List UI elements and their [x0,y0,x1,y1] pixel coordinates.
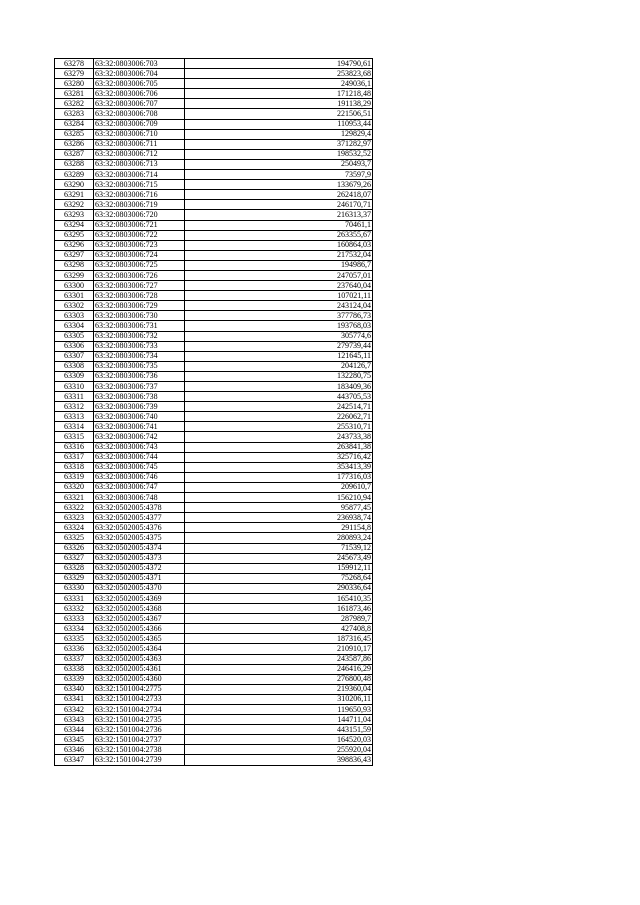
table-row [55,119,373,129]
row-number-cell: 63304 [55,321,94,331]
value-cell: 204126,7 [185,361,373,371]
table-row [55,281,373,291]
row-number-cell: 63312 [55,402,94,412]
value-cell: 132280,75 [185,371,373,381]
table-row [55,705,373,715]
row-number-cell: 63347 [55,755,94,765]
value-cell: 377786,73 [185,311,373,321]
value-cell: 280893,24 [185,533,373,543]
value-cell: 250493,7 [185,159,373,169]
row-number-cell: 63305 [55,331,94,341]
cadastral-number-cell: 63:32:0502005:4368 [94,604,185,614]
value-cell: 443151,59 [185,725,373,735]
row-number-cell: 63316 [55,442,94,452]
value-cell: 165410,35 [185,593,373,603]
table-row [55,220,373,230]
value-cell: 305774,6 [185,331,373,341]
value-cell: 194986,7 [185,260,373,270]
value-cell: 194790,61 [185,59,373,69]
value-cell: 121645,11 [185,351,373,361]
row-number-cell: 63280 [55,79,94,89]
row-number-cell: 63285 [55,129,94,139]
row-number-cell: 63291 [55,190,94,200]
table-row [55,493,373,503]
table-row [55,462,373,472]
cadastral-number-cell: 63:32:0502005:4372 [94,563,185,573]
table-row [55,422,373,432]
cadastral-number-cell: 63:32:0803006:711 [94,139,185,149]
table-row [55,674,373,684]
table-row [55,583,373,593]
value-cell: 398836,43 [185,755,373,765]
cadastral-number-cell: 63:32:0803006:731 [94,321,185,331]
cadastral-number-cell: 63:32:0502005:4370 [94,583,185,593]
row-number-cell: 63302 [55,301,94,311]
value-cell: 144711,04 [185,715,373,725]
cadastral-number-cell: 63:32:0803006:712 [94,149,185,159]
cadastral-number-cell: 63:32:0502005:4375 [94,533,185,543]
table-row [55,270,373,280]
cadastral-number-cell: 63:32:0803006:719 [94,200,185,210]
value-cell: 193768,03 [185,321,373,331]
cadastral-number-cell: 63:32:0803006:726 [94,270,185,280]
table-row [55,129,373,139]
cadastral-number-cell: 63:32:0502005:4374 [94,543,185,553]
table-row [55,392,373,402]
row-number-cell: 63301 [55,291,94,301]
cadastral-number-cell: 63:32:0803006:705 [94,79,185,89]
row-number-cell: 63279 [55,69,94,79]
value-cell: 263841,38 [185,442,373,452]
row-number-cell: 63283 [55,109,94,119]
table-row [55,624,373,634]
value-cell: 253823,68 [185,69,373,79]
value-cell: 71539,12 [185,543,373,553]
value-cell: 255310,71 [185,422,373,432]
cadastral-number-cell: 63:32:0803006:720 [94,210,185,220]
value-cell: 243733,38 [185,432,373,442]
table-row [55,412,373,422]
table-row [55,503,373,513]
cadastral-number-cell: 63:32:0803006:736 [94,371,185,381]
table-row [55,351,373,361]
value-cell: 216313,37 [185,210,373,220]
cadastral-number-cell: 63:32:0502005:4373 [94,553,185,563]
value-cell: 247057,01 [185,270,373,280]
value-cell: 291154,8 [185,523,373,533]
cadastral-number-cell: 63:32:0803006:741 [94,422,185,432]
row-number-cell: 63297 [55,250,94,260]
row-number-cell: 63322 [55,503,94,513]
table-row [55,89,373,99]
table-row [55,563,373,573]
row-number-cell: 63331 [55,593,94,603]
row-number-cell: 63281 [55,89,94,99]
value-cell: 221506,51 [185,109,373,119]
row-number-cell: 63344 [55,725,94,735]
cadastral-number-cell: 63:32:0803006:721 [94,220,185,230]
cadastral-number-cell: 63:32:0502005:4363 [94,654,185,664]
table-row [55,533,373,543]
value-cell: 246170,71 [185,200,373,210]
value-cell: 129829,4 [185,129,373,139]
row-number-cell: 63333 [55,614,94,624]
row-number-cell: 63320 [55,482,94,492]
cadastral-number-cell: 63:32:0502005:4365 [94,634,185,644]
row-number-cell: 63325 [55,533,94,543]
row-number-cell: 63334 [55,624,94,634]
row-number-cell: 63337 [55,654,94,664]
cadastral-number-cell: 63:32:0803006:730 [94,311,185,321]
row-number-cell: 63296 [55,240,94,250]
value-cell: 255920,04 [185,745,373,755]
value-cell: 236938,74 [185,513,373,523]
value-cell: 159912,11 [185,563,373,573]
table-row [55,371,373,381]
cadastral-number-cell: 63:32:1501004:2738 [94,745,185,755]
value-cell: 263355,67 [185,230,373,240]
row-number-cell: 63332 [55,604,94,614]
cadastral-number-cell: 63:32:0803006:748 [94,493,185,503]
table-row [55,745,373,755]
row-number-cell: 63321 [55,493,94,503]
row-number-cell: 63288 [55,159,94,169]
value-cell: 210910,17 [185,644,373,654]
table-row [55,230,373,240]
value-cell: 287989,7 [185,614,373,624]
row-number-cell: 63330 [55,583,94,593]
row-number-cell: 63299 [55,270,94,280]
cadastral-number-cell: 63:32:0502005:4376 [94,523,185,533]
row-number-cell: 63341 [55,694,94,704]
row-number-cell: 63293 [55,210,94,220]
cadastral-number-cell: 63:32:0803006:729 [94,301,185,311]
value-cell: 198532,52 [185,149,373,159]
table-row [55,200,373,210]
table-row [55,614,373,624]
row-number-cell: 63335 [55,634,94,644]
table-row [55,593,373,603]
table-row [55,240,373,250]
cadastral-number-cell: 63:32:0803006:728 [94,291,185,301]
row-number-cell: 63295 [55,230,94,240]
table-row [55,644,373,654]
table-row [55,654,373,664]
table-row [55,382,373,392]
value-cell: 353413,39 [185,462,373,472]
value-cell: 73597,9 [185,170,373,180]
value-cell: 171218,48 [185,89,373,99]
value-cell: 95877,45 [185,503,373,513]
cadastral-number-cell: 63:32:0502005:4360 [94,674,185,684]
cadastral-number-cell: 63:32:0803006:733 [94,341,185,351]
value-cell: 290336,64 [185,583,373,593]
row-number-cell: 63323 [55,513,94,523]
value-cell: 262418,07 [185,190,373,200]
table-row [55,170,373,180]
row-number-cell: 63327 [55,553,94,563]
value-cell: 245673,49 [185,553,373,563]
row-number-cell: 63340 [55,684,94,694]
value-cell: 325716,42 [185,452,373,462]
row-number-cell: 63287 [55,149,94,159]
table-row [55,482,373,492]
row-number-cell: 63303 [55,311,94,321]
value-cell: 160864,03 [185,240,373,250]
value-cell: 133679,26 [185,180,373,190]
row-number-cell: 63343 [55,715,94,725]
table-row [55,523,373,533]
cadastral-number-cell: 63:32:1501004:2737 [94,735,185,745]
table-row [55,139,373,149]
value-cell: 191138,29 [185,99,373,109]
cadastral-number-cell: 63:32:0502005:4377 [94,513,185,523]
value-cell: 279739,44 [185,341,373,351]
cadastral-number-cell: 63:32:0803006:746 [94,472,185,482]
table-row [55,180,373,190]
cadastral-number-cell: 63:32:1501004:2735 [94,715,185,725]
cadastral-number-cell: 63:32:0803006:745 [94,462,185,472]
row-number-cell: 63307 [55,351,94,361]
value-cell: 161873,46 [185,604,373,614]
cadastral-number-cell: 63:32:0502005:4369 [94,593,185,603]
value-cell: 164520,03 [185,735,373,745]
row-number-cell: 63298 [55,260,94,270]
row-number-cell: 63311 [55,392,94,402]
table-row [55,301,373,311]
value-cell: 107021,11 [185,291,373,301]
table-row [55,755,373,765]
table-row [55,684,373,694]
cadastral-number-cell: 63:32:0803006:742 [94,432,185,442]
value-cell: 226062,71 [185,412,373,422]
row-number-cell: 63309 [55,371,94,381]
cadastral-number-cell: 63:32:1501004:2739 [94,755,185,765]
table-row [55,250,373,260]
row-number-cell: 63339 [55,674,94,684]
cadastral-number-cell: 63:32:0803006:732 [94,331,185,341]
row-number-cell: 63290 [55,180,94,190]
cadastral-number-cell: 63:32:0803006:747 [94,482,185,492]
row-number-cell: 63292 [55,200,94,210]
value-cell: 156210,94 [185,493,373,503]
cadastral-number-cell: 63:32:0803006:722 [94,230,185,240]
row-number-cell: 63317 [55,452,94,462]
value-cell: 243124,04 [185,301,373,311]
row-number-cell: 63328 [55,563,94,573]
cadastral-number-cell: 63:32:0803006:723 [94,240,185,250]
cadastral-number-cell: 63:32:1501004:2734 [94,705,185,715]
cadastral-number-cell: 63:32:0803006:715 [94,180,185,190]
table-row [55,432,373,442]
table-row [55,69,373,79]
table-row [55,725,373,735]
cadastral-number-cell: 63:32:0502005:4371 [94,573,185,583]
cadastral-number-cell: 63:32:0803006:704 [94,69,185,79]
row-number-cell: 63326 [55,543,94,553]
table-row [55,664,373,674]
row-number-cell: 63282 [55,99,94,109]
value-cell: 427408,8 [185,624,373,634]
cadastral-number-cell: 63:32:0803006:707 [94,99,185,109]
cadastral-number-cell: 63:32:0803006:708 [94,109,185,119]
row-number-cell: 63289 [55,170,94,180]
cadastral-number-cell: 63:32:0803006:739 [94,402,185,412]
value-cell: 187316,45 [185,634,373,644]
cadastral-number-cell: 63:32:0803006:725 [94,260,185,270]
row-number-cell: 63324 [55,523,94,533]
cadastral-number-cell: 63:32:0502005:4361 [94,664,185,674]
table-row [55,472,373,482]
table-row [55,260,373,270]
cadastral-number-cell: 63:32:0803006:740 [94,412,185,422]
cadastral-number-cell: 63:32:0803006:703 [94,59,185,69]
cadastral-number-cell: 63:32:0803006:709 [94,119,185,129]
cadastral-number-cell: 63:32:0803006:738 [94,392,185,402]
value-cell: 371282,97 [185,139,373,149]
table-row [55,715,373,725]
row-number-cell: 63306 [55,341,94,351]
table-row [55,59,373,69]
cadastral-number-cell: 63:32:0502005:4366 [94,624,185,634]
row-number-cell: 63342 [55,705,94,715]
value-cell: 443705,53 [185,392,373,402]
table-row [55,634,373,644]
value-cell: 237640,04 [185,281,373,291]
value-cell: 249036,1 [185,79,373,89]
cadastral-number-cell: 63:32:0803006:716 [94,190,185,200]
value-cell: 310206,11 [185,694,373,704]
value-cell: 119650,93 [185,705,373,715]
value-cell: 70461,1 [185,220,373,230]
row-number-cell: 63329 [55,573,94,583]
table-row [55,543,373,553]
table-row [55,442,373,452]
row-number-cell: 63284 [55,119,94,129]
table-row [55,210,373,220]
cadastral-number-cell: 63:32:1501004:2733 [94,694,185,704]
table-row [55,331,373,341]
value-cell: 242514,71 [185,402,373,412]
row-number-cell: 63294 [55,220,94,230]
table-row [55,513,373,523]
cadastral-number-cell: 63:32:0803006:743 [94,442,185,452]
value-cell: 219360,04 [185,684,373,694]
table-row [55,291,373,301]
cadastral-number-cell: 63:32:0803006:744 [94,452,185,462]
row-number-cell: 63338 [55,664,94,674]
table-row [55,190,373,200]
cadastral-number-cell: 63:32:0803006:713 [94,159,185,169]
table-row [55,361,373,371]
value-cell: 75268,64 [185,573,373,583]
value-cell: 110953,44 [185,119,373,129]
cadastral-number-cell: 63:32:0803006:714 [94,170,185,180]
value-cell: 183409,36 [185,382,373,392]
cadastral-number-cell: 63:32:0502005:4378 [94,503,185,513]
row-number-cell: 63346 [55,745,94,755]
cadastral-number-cell: 63:32:0502005:4367 [94,614,185,624]
cadastral-number-cell: 63:32:0803006:710 [94,129,185,139]
row-number-cell: 63345 [55,735,94,745]
row-number-cell: 63278 [55,59,94,69]
table-row [55,341,373,351]
cadastral-number-cell: 63:32:0803006:735 [94,361,185,371]
row-number-cell: 63300 [55,281,94,291]
value-cell: 177316,03 [185,472,373,482]
row-number-cell: 63313 [55,412,94,422]
value-cell: 276800,48 [185,674,373,684]
cadastral-number-cell: 63:32:0803006:706 [94,89,185,99]
table-row [55,79,373,89]
row-number-cell: 63319 [55,472,94,482]
table-row [55,311,373,321]
table-row [55,452,373,462]
value-cell: 209610,7 [185,482,373,492]
cadastral-number-cell: 63:32:1501004:2736 [94,725,185,735]
table-row [55,694,373,704]
row-number-cell: 63315 [55,432,94,442]
table-body [55,59,373,766]
table-row [55,321,373,331]
row-number-cell: 63286 [55,139,94,149]
row-number-cell: 63308 [55,361,94,371]
value-cell: 243587,86 [185,654,373,664]
table-row [55,109,373,119]
value-cell: 246416,29 [185,664,373,674]
cadastral-value-table [54,58,373,766]
table-row [55,604,373,614]
cadastral-number-cell: 63:32:0803006:737 [94,382,185,392]
row-number-cell: 63314 [55,422,94,432]
table-row [55,149,373,159]
row-number-cell: 63336 [55,644,94,654]
table-row [55,735,373,745]
row-number-cell: 63318 [55,462,94,472]
table-row [55,573,373,583]
table-row [55,99,373,109]
cadastral-number-cell: 63:32:1501004:2775 [94,684,185,694]
cadastral-number-cell: 63:32:0803006:727 [94,281,185,291]
row-number-cell: 63310 [55,382,94,392]
cadastral-number-cell: 63:32:0803006:724 [94,250,185,260]
cadastral-number-cell: 63:32:0803006:734 [94,351,185,361]
cadastral-number-cell: 63:32:0502005:4364 [94,644,185,654]
table-row [55,553,373,563]
table-row [55,402,373,412]
table-row [55,159,373,169]
value-cell: 217532,04 [185,250,373,260]
